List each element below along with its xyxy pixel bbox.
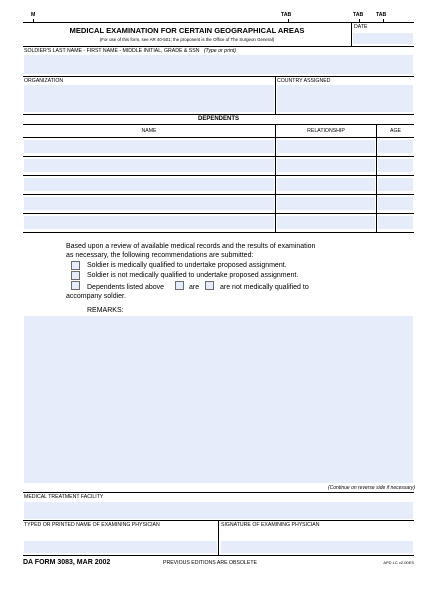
not-qualified-checkbox[interactable] [71,271,80,280]
dependents-checkbox[interactable] [71,281,80,290]
continue-note: (Continue on reverse side if necessary) [328,485,415,491]
dependent-age-field[interactable] [378,216,413,229]
marker-tab: TAB [376,12,387,18]
facility-field[interactable] [24,502,413,519]
physician-name-label: TYPED OR PRINTED NAME OF EXAMINING PHYSICIAN [24,522,160,528]
editions-note: PREVIOUS EDITIONS ARE OBSOLETE [163,560,257,566]
table-row [23,214,414,232]
marker-m: M [31,12,36,18]
dependents-are-not-checkbox[interactable] [205,281,214,290]
dependent-relationship-field[interactable] [277,216,375,229]
dependent-name-field[interactable] [24,216,274,229]
physician-name-field[interactable] [24,541,217,553]
recommendation-intro: Based upon a review of available medical records and the results of examination [66,243,316,250]
dependent-name-field[interactable] [24,197,274,210]
signature-label: SIGNATURE OF EXAMINING PHYSICIAN [221,522,320,528]
remarks-label: REMARKS: [87,307,124,314]
marker-tab: TAB [353,12,364,18]
version-note: APD LC v2.00ES [383,560,414,565]
column-relationship: RELATIONSHIP [307,128,345,134]
date-field[interactable] [353,33,413,44]
dependent-name-field[interactable] [24,140,274,153]
are-label: are [189,284,200,291]
form-id: DA FORM 3083, MAR 2002 [23,559,111,566]
dependent-age-field[interactable] [378,140,413,153]
are-not-label: are not medically qualified to [220,284,309,291]
not-qualified-option-label: Soldier is not medically qualified to undertake proposed assignment. [87,272,299,279]
organization-label: ORGANIZATION [24,78,64,84]
remarks-field[interactable] [24,316,413,483]
soldier-name-label: SOLDIER'S LAST NAME - FIRST NAME - MIDDLE INITIAL, GRADE & SSN (Type or print) [24,48,237,54]
table-row [23,176,414,194]
column-age: AGE [390,128,401,134]
dependents-option-label: Dependents listed above [87,284,165,291]
country-field[interactable] [277,85,413,112]
dependent-relationship-field[interactable] [277,159,375,172]
country-label: COUNTRY ASSIGNED [277,78,331,84]
recommendation-intro: as necessary, the following recommendations are submitted: [66,252,254,259]
qualified-checkbox[interactable] [71,261,80,270]
dependent-relationship-field[interactable] [277,178,375,191]
date-label: DATE [354,24,368,30]
dependent-relationship-field[interactable] [277,140,375,153]
form-subtitle: (For use of this form, see AR 40-501; the proponent is the Office of The Surgeon General) [99,37,275,42]
dependent-age-field[interactable] [378,178,413,191]
dependent-relationship-field[interactable] [277,197,375,210]
qualified-option-label: Soldier is medically qualified to undertake proposed assignment. [87,262,287,269]
organization-field[interactable] [24,85,274,112]
accompany-label: accompany soldier. [66,293,126,300]
dependent-name-field[interactable] [24,178,274,191]
facility-label: MEDICAL TREATMENT FACILITY [24,494,104,500]
dependent-name-field[interactable] [24,159,274,172]
dependent-age-field[interactable] [378,197,413,210]
table-row [23,138,414,156]
marker-tab: TAB [281,12,292,18]
soldier-name-field[interactable] [24,55,413,74]
column-name: NAME [141,128,157,134]
table-row [23,157,414,175]
table-row [23,195,414,213]
signature-field[interactable] [221,541,413,553]
dependent-age-field[interactable] [378,159,413,172]
dependents-are-checkbox[interactable] [175,281,184,290]
dependents-title: DEPENDENTS [197,116,239,122]
form-title: MEDICAL EXAMINATION FOR CERTAIN GEOGRAPHICAL AREAS [69,26,305,35]
